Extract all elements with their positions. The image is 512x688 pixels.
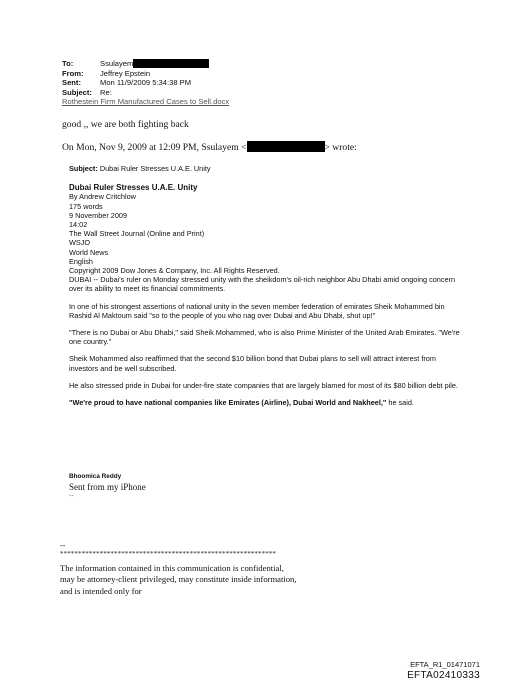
article-meta-source: The Wall Street Journal (Online and Print) <box>69 229 205 239</box>
from-value: Jeffrey Epstein <box>100 68 151 78</box>
sent-value: Mon 11/9/2009 5:34:38 PM <box>100 78 192 88</box>
attachment-link[interactable]: Rothestein Firm Manufactured Cases to Sell.docx <box>62 97 230 107</box>
subject-row <box>62 88 229 98</box>
article-paragraph: He also stressed pride in Dubai for under-fire state companies that are largely blamed for most of its $80 billion debt pile. <box>69 380 458 390</box>
sent-from: Sent from my iPhone <box>69 482 146 492</box>
article-paragraph: Sheik Mohammed also reaffirmed that the second $10 billion bond that Dubai plans to sell will attract interest from investors and be well subscribed. <box>69 354 436 373</box>
signature-name: Bhoomica Reddy <box>69 473 122 480</box>
article-paragraph: "There is no Dubai or Abu Dhabi," said Sheik Mohammed, who is also Prime Minister of the United Arab Emirates. "We're one country." <box>69 328 460 347</box>
article-meta-time: 14:02 <box>69 220 88 230</box>
attachment-row <box>62 97 229 107</box>
footer-stars: ************************************************************ <box>60 550 276 558</box>
article-lead: DUBAI -- Dubai's ruler on Monday stressed unity with the sheikdom's oil-rich neighbor Abu Dhabi amid ongoing concern over its ability to meet its financial commitments. <box>69 275 456 294</box>
article-title: Dubai Ruler Stresses U.A.E. Unity <box>69 183 198 193</box>
to-label: To: <box>62 59 74 68</box>
article-subject: Subject: Dubai Ruler Stresses U.A.E. Unity <box>69 164 211 173</box>
sent-row <box>62 78 229 88</box>
article-paragraph: In one of his strongest assertions of national unity in the seven member federation of emirates Sheik Mohammed bin Rashid Al Maktoum said "so to the people of you who nag over Dubai and Abu Dhabi, shut up!" <box>69 301 445 320</box>
article-body <box>69 164 461 407</box>
redaction-bar <box>247 141 325 152</box>
sent-label: Sent: <box>62 78 81 88</box>
document-id-2: EFTA02410333 <box>407 670 480 681</box>
quote-intro: On Mon, Nov 9, 2009 at 12:09 PM, Ssulayem < > wrote: <box>62 142 357 153</box>
article-paragraph: "We're proud to have national companies like Emirates (Airline), Dubai World and Nakheel," he said. <box>69 398 414 408</box>
article-meta-section: World News <box>69 247 109 257</box>
footer-dashes: -- <box>60 541 66 550</box>
subject-value: Re: <box>100 87 112 97</box>
subject-label: Subject: <box>62 87 92 97</box>
article-meta-copyright: Copyright 2009 Dow Jones & Company, Inc. All Rights Reserved. <box>69 266 280 276</box>
article-meta-language: English <box>69 256 93 266</box>
confidentiality-notice: The information contained in this communication is confidential, may be attorney-client privileged, may constitute inside information, and is intended only for <box>60 563 297 596</box>
redaction-bar <box>133 59 209 68</box>
document-id-1: EFTA_R1_01471071 <box>410 660 480 669</box>
email-header <box>62 59 229 107</box>
to-row <box>62 59 229 69</box>
from-label: From: <box>62 68 84 78</box>
article-meta-words: 175 words <box>69 201 103 211</box>
signature-dashes: -- <box>69 493 74 500</box>
article-meta-date: 9 November 2009 <box>69 210 128 220</box>
reply-text: good ,, we are both fighting back <box>62 119 189 130</box>
article-meta-byline: By Andrew Critchlow <box>69 192 136 202</box>
article-meta-code: WSJO <box>69 238 91 248</box>
from-row <box>62 69 229 79</box>
to-value: Ssulayem <box>100 59 209 69</box>
